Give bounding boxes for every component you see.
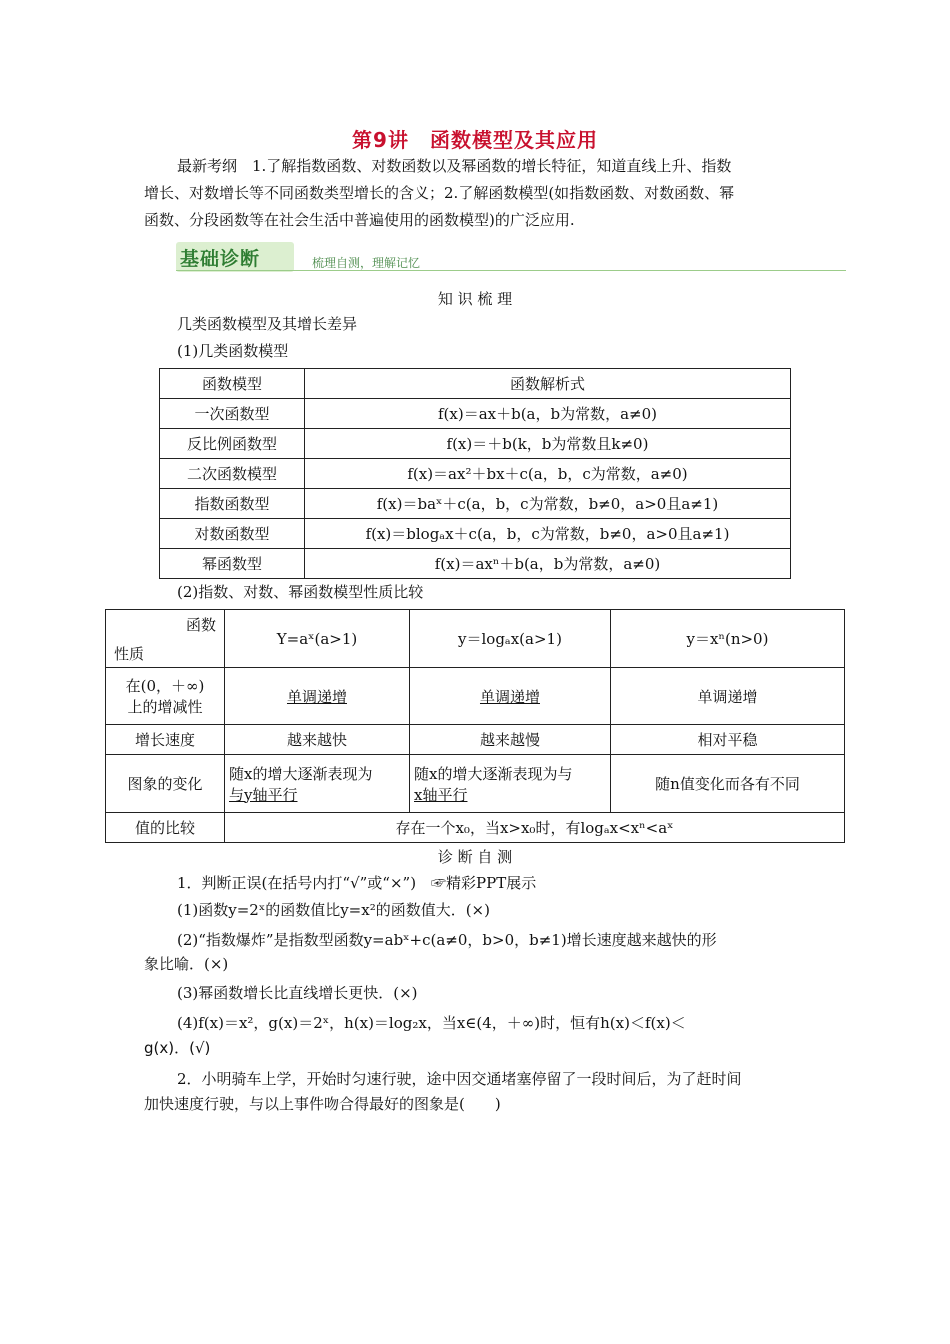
table-row — [106, 668, 845, 725]
question-1-item-2-line1: (2)“指数爆炸”是指数型函数y=abˣ+c(a≠0，b>0，b≠1)增长速度越来越快的形 — [177, 931, 717, 949]
property-comparison-table — [105, 609, 845, 843]
cell-growth-log: 越来越慢 — [410, 725, 611, 755]
question-1-item-4-line1: (4)f(x)＝x²，g(x)＝2ˣ，h(x)＝log₂x，当x∈(4，＋∞)时，恒有h(x)＜f(x)＜ — [177, 1014, 686, 1032]
row-label-line: 在(0，＋∞) — [125, 677, 205, 695]
col-header-logarithmic: y＝logₐx(a>1) — [410, 610, 611, 668]
table-header-row — [106, 610, 845, 668]
row-label-line: 上的增减性 — [127, 698, 203, 716]
banner-title: 基础诊断 — [180, 248, 261, 270]
banner-divider — [176, 270, 846, 271]
intro-line-2: 增长、对数增长等不同函数类型增长的含义；2.了解函数模型(如指数函数、对数函数、幂 — [144, 184, 735, 202]
cell-compare: 存在一个x₀，当x>x₀时，有logₐx<xⁿ<aˣ — [225, 813, 845, 843]
model-name-cell: 对数函数型 — [160, 519, 305, 549]
question-2-line1: 2．小明骑车上学，开始时匀速行驶，途中因交通堵塞停留了一段时间后，为了赶时间 — [177, 1070, 742, 1088]
formula-cell: f(x)＝ax＋b(a，b为常数，a≠0) — [305, 399, 791, 429]
question-1-item-3: (3)幂函数增长比直线增长更快．(×) — [177, 984, 418, 1002]
formula-cell: f(x)＝ax²＋bx＋c(a，b，c为常数，a≠0) — [305, 459, 791, 489]
intro-line-3: 函数、分段函数等在社会生活中普遍使用的函数模型)的广泛应用. — [144, 211, 575, 229]
corner-top-label: 函数 — [185, 615, 216, 634]
page-title: 第9讲 函数模型及其应用 — [352, 128, 598, 152]
formula-cell: f(x)＝blogₐx＋c(a，b，c为常数，b≠0，a>0且a≠1) — [305, 519, 791, 549]
subheading-1: (1)几类函数模型 — [177, 342, 289, 360]
banner-subtitle: 梳理自测，理解记忆 — [312, 256, 421, 270]
model-name-cell: 一次函数型 — [160, 399, 305, 429]
cell-line: 随x的增大逐渐表现为与 — [414, 764, 573, 783]
table-row — [106, 755, 845, 813]
intro-line-1: 最新考纲 1.了解指数函数、对数函数以及幂函数的增长特征，知道直线上升、指数 — [177, 157, 732, 175]
cell-monotonicity-exp: 单调递增 — [225, 668, 410, 725]
corner-bottom-label: 性质 — [114, 644, 145, 663]
table-row — [106, 725, 845, 755]
model-name-cell: 二次函数模型 — [160, 459, 305, 489]
row-label-monotonicity — [106, 668, 225, 725]
row-label-graph: 图象的变化 — [106, 755, 225, 813]
cell-graph-pow: 随n值变化而各有不同 — [611, 755, 845, 813]
cell-graph-log — [410, 755, 611, 813]
table-row — [160, 429, 791, 459]
model-name-cell: 反比例函数型 — [160, 429, 305, 459]
header-cell: 函数解析式 — [305, 369, 791, 399]
header-cell: 函数模型 — [160, 369, 305, 399]
question-1-item-4-line2: g(x)．(√) — [144, 1039, 211, 1057]
table-row — [160, 459, 791, 489]
table-row — [106, 813, 845, 843]
cell-monotonicity-pow: 单调递增 — [611, 668, 845, 725]
cell-growth-pow: 相对平稳 — [611, 725, 845, 755]
cell-line: 与y轴平行 — [229, 785, 298, 804]
topic-heading: 几类函数模型及其增长差异 — [177, 315, 358, 333]
subheading-2: (2)指数、对数、幂函数模型性质比较 — [177, 583, 424, 601]
col-header-exponential: Y=aˣ(a>1) — [225, 610, 410, 668]
cell-line: 随x的增大逐渐表现为 — [229, 764, 373, 783]
question-1: 1．判断正误(在括号内打“√”或“×”) ☞精彩PPT展示 — [177, 874, 537, 892]
row-label-growth: 增长速度 — [106, 725, 225, 755]
formula-cell: f(x)＝axⁿ＋b(a，b为常数，a≠0) — [305, 549, 791, 579]
corner-cell — [106, 610, 225, 668]
table-row — [160, 399, 791, 429]
table-row — [160, 519, 791, 549]
section-heading-knowledge: 知 识 梳 理 — [437, 290, 513, 308]
row-label-compare: 值的比较 — [106, 813, 225, 843]
model-name-cell: 指数函数型 — [160, 489, 305, 519]
cell-graph-exp — [225, 755, 410, 813]
cell-growth-exp: 越来越快 — [225, 725, 410, 755]
question-1-item-2-line2: 象比喻．(×) — [144, 955, 229, 973]
table-header-row — [160, 369, 791, 399]
section-heading-diagnosis: 诊 断 自 测 — [437, 848, 513, 866]
formula-cell: f(x)＝baˣ＋c(a，b，c为常数，b≠0，a>0且a≠1) — [305, 489, 791, 519]
table-row — [160, 549, 791, 579]
cell-line: x轴平行 — [414, 785, 468, 804]
table-row — [160, 489, 791, 519]
question-1-item-1: (1)函数y=2ˣ的函数值比y=x²的函数值大．(×) — [177, 901, 490, 919]
function-models-table — [159, 368, 791, 579]
cell-monotonicity-log: 单调递增 — [410, 668, 611, 725]
col-header-power: y＝xⁿ(n>0) — [611, 610, 845, 668]
formula-cell: f(x)＝＋b(k，b为常数且k≠0) — [305, 429, 791, 459]
question-2-line2: 加快速度行驶，与以上事件吻合得最好的图象是( ) — [144, 1095, 501, 1113]
model-name-cell: 幂函数型 — [160, 549, 305, 579]
